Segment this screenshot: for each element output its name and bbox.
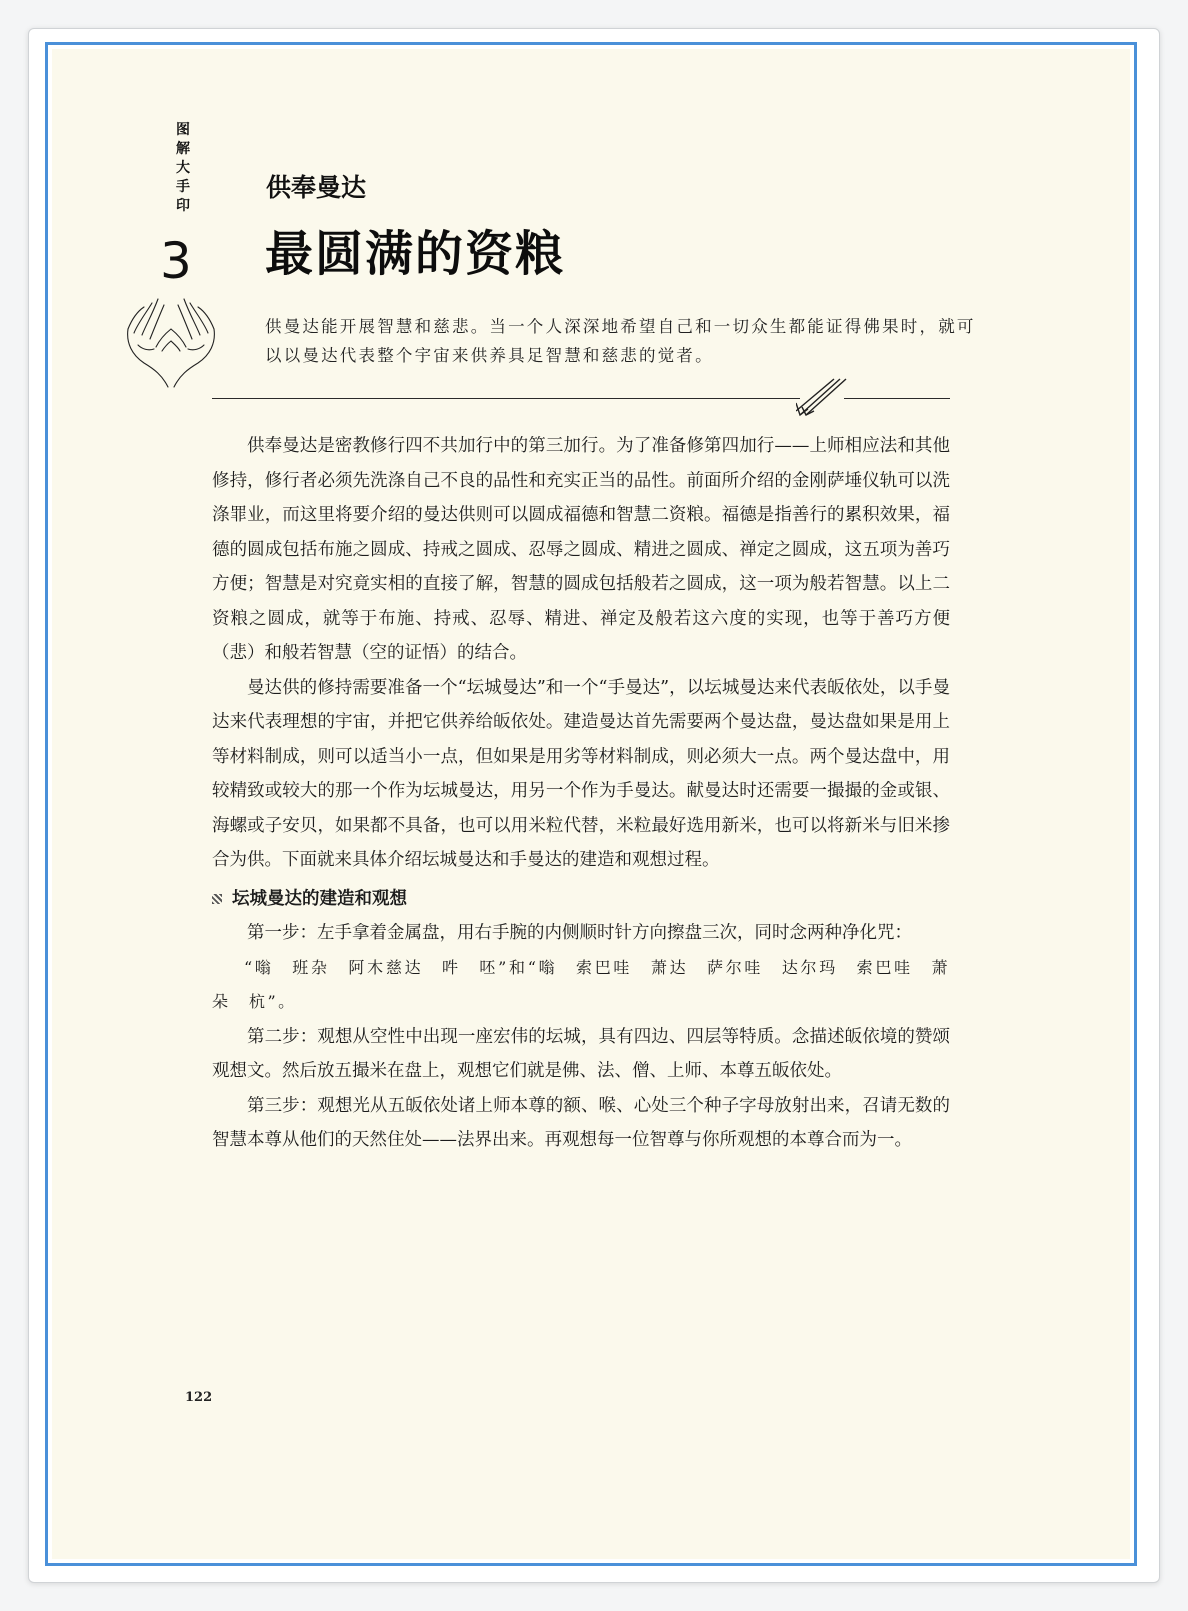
book-page (52, 49, 1130, 1559)
mudra-hands-illustration (118, 289, 224, 389)
paragraph: 供奉曼达是密教修行四不共加行中的第三加行。为了准备修第四加行——上师相应法和其他修持，修行者必须先洗涤自己不良的品性和充实正当的品性。前面所介绍的金刚萨埵仪轨可以洗涤罪业，而这里将要介绍的曼达供则可以圆成福德和智慧二资粮。福德是指善行的累积效果，福德的圆成包括布施之圆成、持戒之圆成、忍辱之圆成、精进之圆成、禅定之圆成，这五项为善巧方便；智慧是对究竟实相的直接了解，智慧的圆成包括般若之圆成，这一项为般若智慧。以上二资粮之圆成，就等于布施、持戒、忍辱、精进、禅定及般若这六度的实现，也等于善巧方便（悲）和般若智慧（空的证悟）的结合。 (212, 436, 950, 663)
step-two: 第二步：观想从空性中出现一座宏伟的坛城，具有四边、四层等特质。念描述皈依境的赞颂观想文。然后放五撮米在盘上，观想它们就是佛、法、僧、上师、本尊五皈依处。 (212, 1026, 950, 1081)
chapter-number: 3 (160, 232, 192, 290)
arrows-ornament (796, 377, 850, 421)
divider-line-right (844, 398, 950, 399)
page-number: 122 (185, 1390, 213, 1405)
section-heading: 坛城曼达的建造和观想 (212, 882, 950, 917)
chapter-intro: 供曼达能开展智慧和慈悲。当一个人深深地希望自己和一切众生都能证得佛果时，就可以以曼达代表整个宇宙来供养具足智慧和慈悲的觉者。 (265, 317, 976, 365)
step-one: 第一步：左手拿着金属盘，用右手腕的内侧顺时针方向擦盘三次，同时念两种净化咒： (247, 923, 912, 943)
chapter-subtitle: 供奉曼达 (266, 173, 367, 202)
divider-line (212, 398, 800, 399)
body-text (212, 429, 950, 1158)
section-marker-icon (212, 894, 222, 904)
step-three: 第三步：观想光从五皈依处诸上师本尊的额、喉、心处三个种子字母放射出来，召请无数的智慧本尊从他们的天然住处——法界出来。再观想每一位智尊与你所观想的本尊合而为一。 (212, 1095, 950, 1150)
series-title: 图 解 大 手 印 (176, 122, 190, 214)
paragraph: 曼达供的修持需要准备一个“坛城曼达”和一个“手曼达”，以坛城曼达来代表皈依处，以手曼达来代表理想的宇宙，并把它供养给皈依处。建造曼达首先需要两个曼达盘，曼达盘如果是用上等材料制成，则可以适当小一点，但如果是用劣等材料制成，则必须大一点。两个曼达盘中，用较精致或较大的那一个作为坛城曼达，用另一个作为手曼达。献曼达时还需要一撮撮的金或银、海螺或子安贝，如果都不具备，也可以用米粒代替，米粒最好选用新米，也可以将新米与旧米掺合为供。下面就来具体介绍坛城曼达和手曼达的建造和观想过程。 (212, 677, 950, 870)
mantra-text: “嗡 班杂 阿木慈达 吽 呸”和“嗡 索巴哇 萧达 萨尔哇 达尔玛 索巴哇 萧朵 杭”。 (212, 957, 950, 1011)
chapter-title: 最圆满的资粮 (265, 226, 566, 282)
